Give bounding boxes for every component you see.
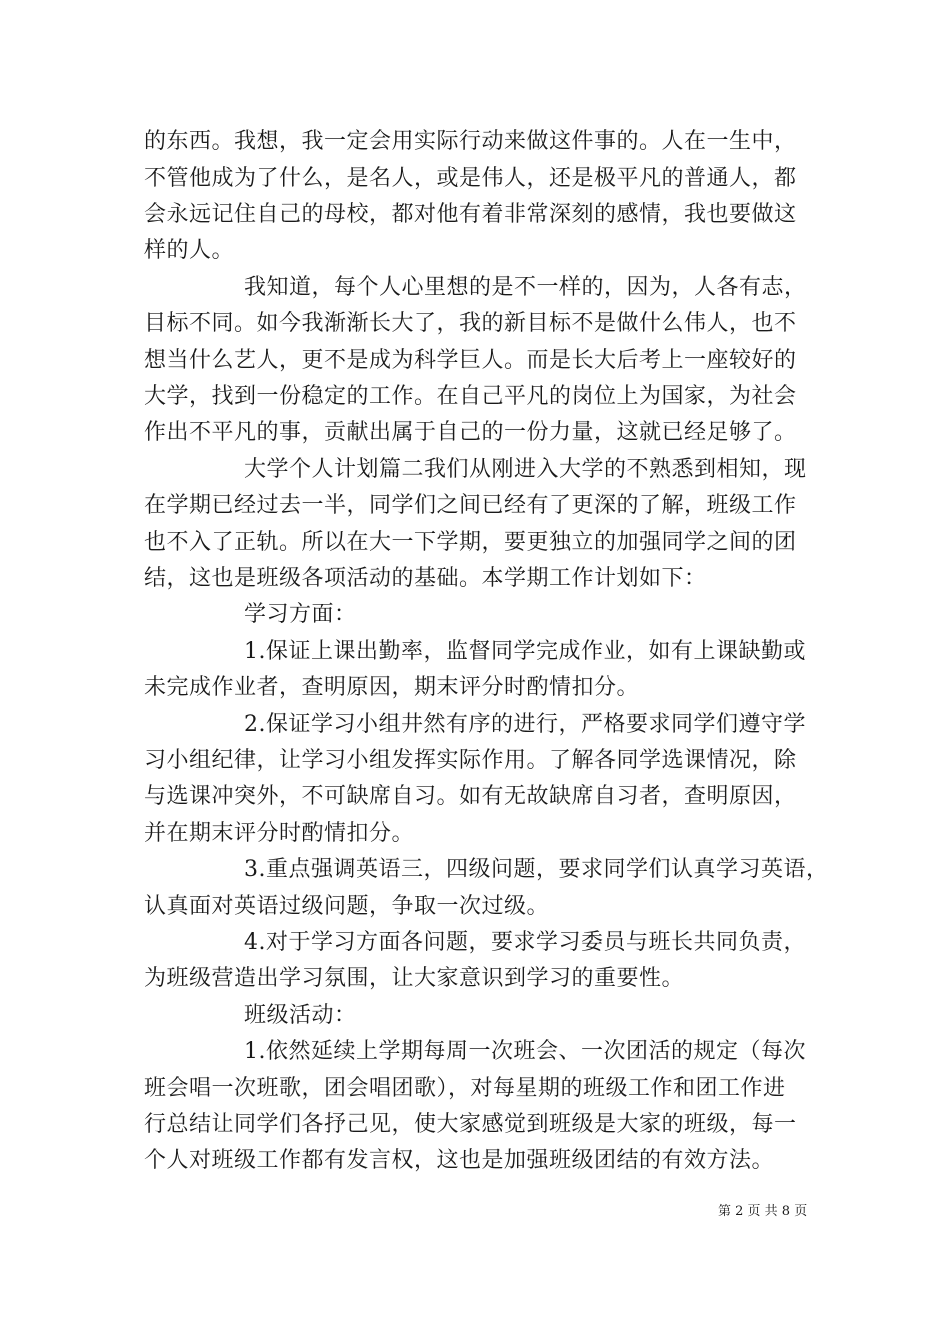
- paragraph-line: 会永远记住自己的母校，都对他有着非常深刻的感情，我也要做这: [144, 202, 797, 227]
- paragraph-line: 3.重点强调英语三，四级问题，要求同学们认真学习英语，: [244, 857, 829, 882]
- paragraph-line: 不管他成为了什么，是名人，或是伟人，还是极平凡的普通人，都: [144, 166, 797, 191]
- paragraph-line: 我知道，每个人心里想的是不一样的，因为，人各有志，: [244, 275, 807, 300]
- paragraph-line: 作出不平凡的事，贡献出属于自己的一份力量，这就已经足够了。: [144, 420, 797, 445]
- paragraph-line: 班会唱一次班歌，团会唱团歌），对每星期的班级工作和团工作进: [144, 1076, 786, 1101]
- paragraph-line: 1.依然延续上学期每周一次班会、一次团活的规定（每次: [244, 1039, 806, 1064]
- paragraph-line: 大学个人计划篇二我们从刚进入大学的不熟悉到相知，现: [244, 457, 807, 482]
- paragraph-line: 的东西。我想，我一定会用实际行动来做这件事的。人在一生中，: [144, 129, 797, 154]
- paragraph-line: 与选课冲突外，不可缺席自习。如有无故缺席自习者，查明原因，: [144, 784, 797, 809]
- paragraph-line: 4.对于学习方面各问题，要求学习委员与班长共同负责，: [244, 930, 806, 955]
- section-heading: 学习方面：: [244, 602, 357, 627]
- paragraph-line: 在学期已经过去一半，同学们之间已经有了更深的了解，班级工作: [144, 493, 797, 518]
- paragraph-line: 为班级营造出学习氛围，让大家意识到学习的重要性。: [144, 966, 685, 991]
- page-number: 第 2 页 共 8 页: [718, 1204, 808, 1219]
- paragraph-line: 2.保证学习小组井然有序的进行，严格要求同学们遵守学: [244, 712, 806, 737]
- paragraph-line: 1.保证上课出勤率，监督同学完成作业，如有上课缺勤或: [244, 639, 806, 664]
- paragraph-line: 大学，找到一份稳定的工作。在自己平凡的岗位上为国家，为社会: [144, 384, 797, 409]
- paragraph-line: 想当什么艺人，更不是成为科学巨人。而是长大后考上一座较好的: [144, 348, 797, 373]
- paragraph-line: 并在期末评分时酌情扣分。: [144, 821, 415, 846]
- paragraph-line: 个人对班级工作都有发言权，这也是加强班级团结的有效方法。: [144, 1148, 775, 1173]
- paragraph-line: 习小组纪律，让学习小组发挥实际作用。了解各同学选课情况，除: [144, 748, 797, 773]
- paragraph-line: 样的人。: [144, 238, 235, 263]
- paragraph-line: 结，这也是班级各项活动的基础。本学期工作计划如下：: [144, 566, 707, 591]
- paragraph-line: 行总结让同学们各抒己见，使大家感觉到班级是大家的班级，每一: [144, 1112, 797, 1137]
- paragraph-line: 未完成作业者，查明原因，期末评分时酌情扣分。: [144, 675, 640, 700]
- paragraph-line: 也不入了正轨。所以在大一下学期，要更独立的加强同学之间的团: [144, 530, 797, 555]
- paragraph-line: 目标不同。如今我渐渐长大了，我的新目标不是做什么伟人，也不: [144, 311, 797, 336]
- section-heading: 班级活动：: [244, 1003, 357, 1028]
- paragraph-line: 认真面对英语过级问题，争取一次过级。: [144, 894, 550, 919]
